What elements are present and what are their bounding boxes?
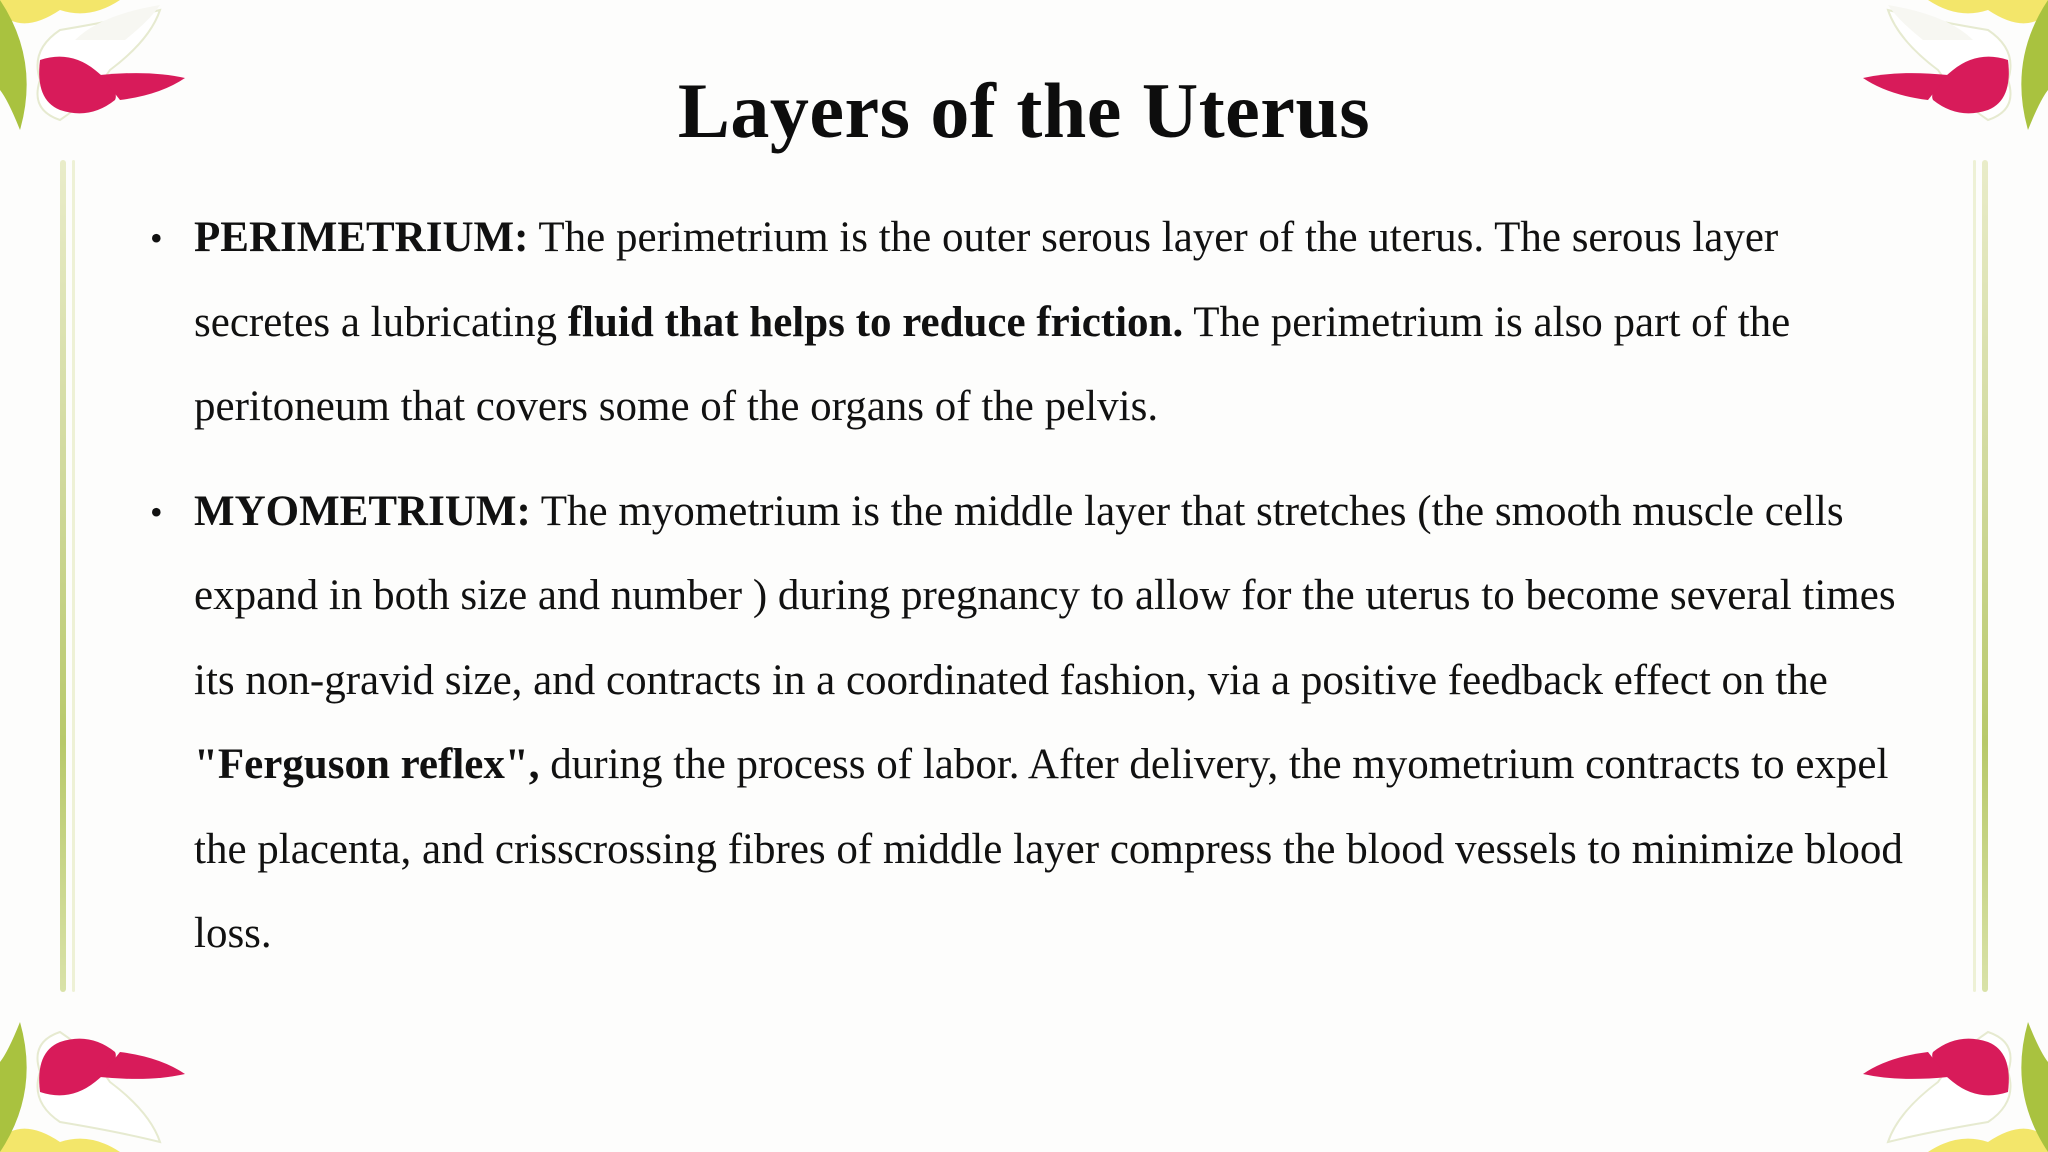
tulip-corner-icon: [0, 972, 230, 1152]
bullet-term: PERIMETRIUM:: [194, 214, 529, 261]
frame-line-left: [60, 160, 66, 992]
frame-line-right-inner: [1973, 160, 1976, 992]
frame-line-right: [1982, 160, 1988, 992]
bullet-text: The perimetrium is also part of the peritoneum that covers some of the organs of the pelvis.: [194, 298, 1791, 430]
tulip-corner-icon: [1818, 972, 2048, 1152]
bullet-text: The myometrium is the middle layer that stretches (the smooth muscle cells expand in both size and number ) during pregnancy to allow for the uterus to become several times its non-gravid size, and contracts in a coordinated fashion, via a positive feedback effect on the: [194, 487, 1896, 704]
bullet-myometrium: [150, 470, 1910, 977]
bullet-dot-icon: •: [150, 491, 163, 532]
bullet-perimetrium: [150, 196, 1910, 450]
bullet-text: during the process of labor. After delivery, the myometrium contracts to expel the placenta, and crisscrossing fibres of middle layer compress the blood vessels to minimize blood loss.: [194, 741, 1903, 957]
bullet-emphasis: fluid that helps to reduce friction.: [567, 298, 1184, 346]
bullet-text: The perimetrium is the outer serous layer of the uterus. The serous layer secretes a lubricating: [194, 214, 1779, 346]
frame-line-left-inner: [72, 160, 75, 992]
bullet-emphasis: "Ferguson reflex",: [194, 741, 540, 788]
bullet-term: MYOMETRIUM:: [194, 487, 531, 535]
slide-title: Layers of the Uterus: [677, 67, 1371, 154]
bullet-dot-icon: •: [150, 218, 163, 258]
bullet-list: [150, 196, 1910, 997]
